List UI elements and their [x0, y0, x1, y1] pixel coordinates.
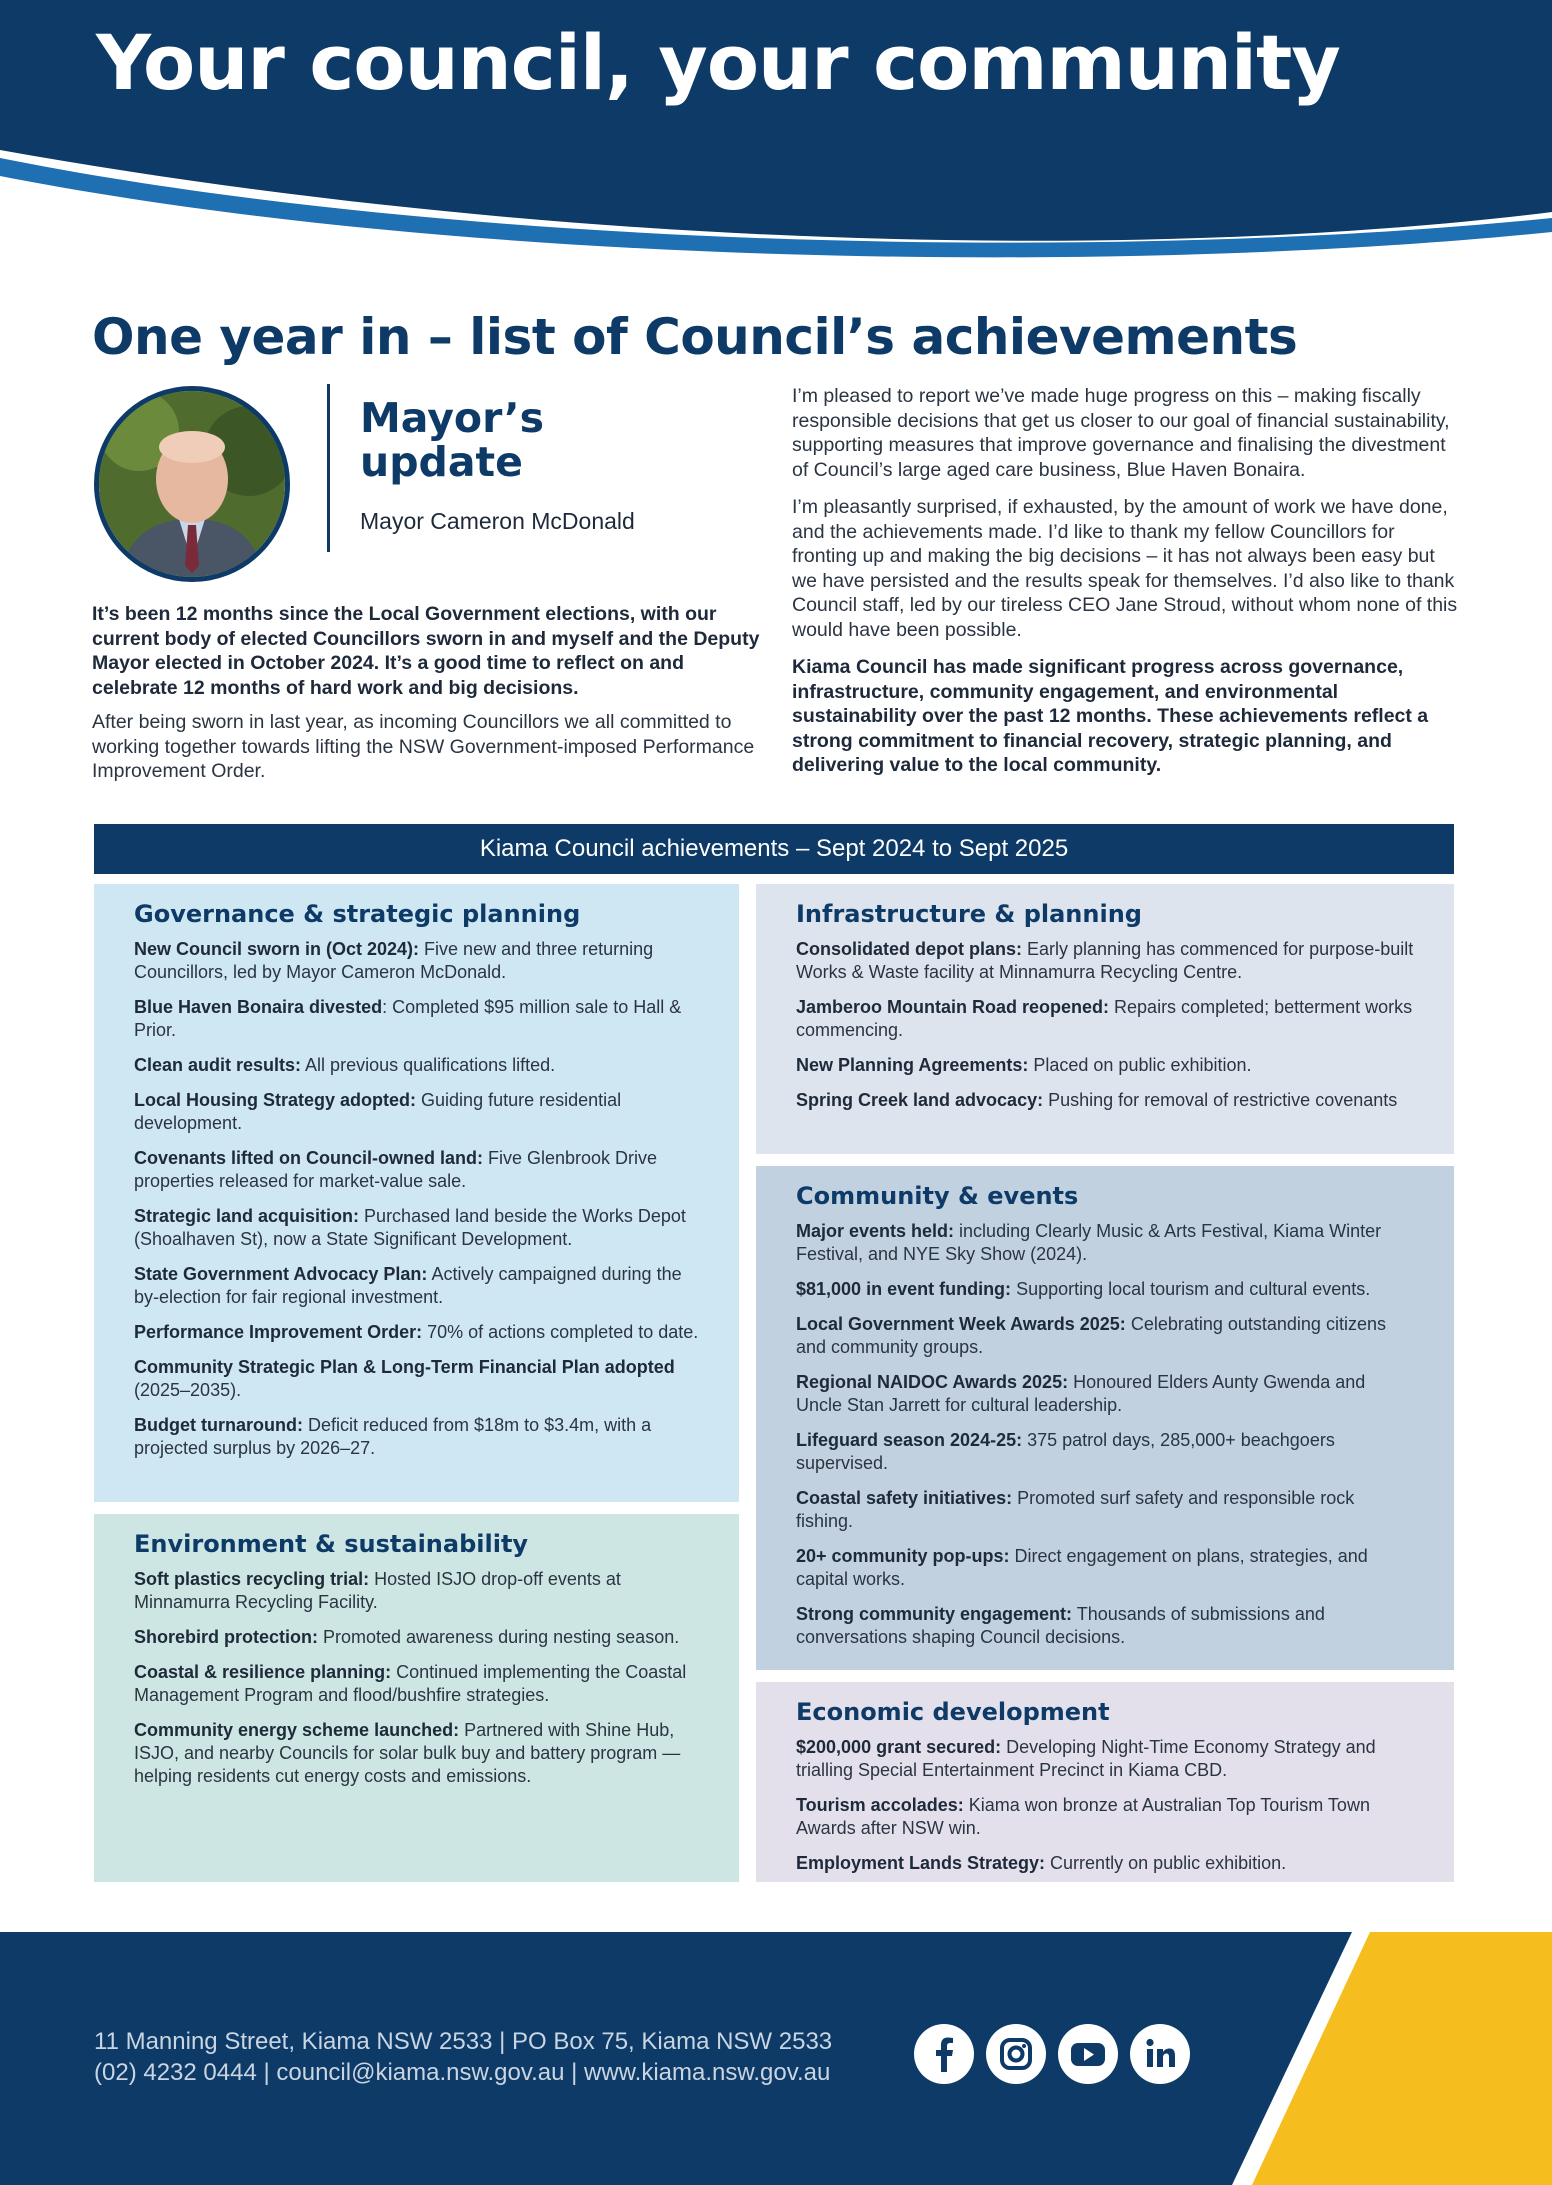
achievement-label: Shorebird protection: [134, 1627, 318, 1647]
achievement-item [796, 1054, 1414, 1077]
achievement-text: Repairs completed; betterment works commencing. [796, 997, 1413, 1040]
achievement-text: Placed on public exhibition. [1028, 1055, 1252, 1075]
achievement-text: Continued implementing the Coastal Management Program and flood/bushfire strategies. [134, 1662, 687, 1705]
achievement-text: Early planning has commenced for purpose-built Works & Waste facility at Minnamurra Recycling Centre. [796, 939, 1414, 982]
achievement-text: 375 patrol days, 285,000+ beachgoers supervised. [796, 1430, 1335, 1473]
community-list [796, 1220, 1414, 1649]
achievement-label: Coastal & resilience planning: [134, 1662, 392, 1682]
mayor-update-title [360, 396, 544, 484]
infrastructure-title: Infrastructure & planning [796, 900, 1142, 928]
achievement-label: Soft plastics recycling trial: [134, 1569, 370, 1589]
governance-list [134, 938, 699, 1460]
page-header [0, 0, 1552, 270]
youtube-icon[interactable] [1058, 2024, 1118, 2084]
mayor-photo [94, 386, 290, 582]
mayor-divider [327, 384, 330, 552]
infrastructure-list [796, 938, 1414, 1112]
letter-paragraph-3: Kiama Council has made significant progress across governance, infrastructure, community engagement, and environmental sustainability over the past 12 months. These achievements reflect a strong commitment to financial recovery, strategic planning, and delivering value to the local community. [792, 656, 1429, 776]
achievement-label: Consolidated depot plans: [796, 939, 1023, 959]
community-title: Community & events [796, 1182, 1079, 1210]
community-panel [756, 1166, 1454, 1670]
achievement-text: All previous qualifications lifted. [301, 1055, 556, 1075]
achievement-label: Tourism accolades: [796, 1795, 964, 1815]
achievement-item [796, 996, 1414, 1042]
governance-title: Governance & strategic planning [134, 900, 581, 928]
achievement-item [134, 996, 699, 1042]
letter-paragraph-2: I’m pleasantly surprised, if exhausted, by the amount of work we have done, and the achievements made. I’d like to thank my fellow Councillors for fronting up and making the big decisions – it has not always been easy but we have persisted and the results speak for themselves. I’d also like to thank Council staff, led by our tireless CEO Jane Stroud, without whom none of this would have been possible. [792, 496, 1458, 641]
mayor-portrait-illustration [99, 391, 285, 577]
achievement-label: Employment Lands Strategy: [796, 1853, 1046, 1873]
achievement-text: 70% of actions completed to date. [422, 1322, 699, 1342]
achievement-item [134, 1263, 699, 1309]
achievement-label: Local Government Week Awards 2025: [796, 1314, 1126, 1334]
intro-paragraph: After being sworn in last year, as incoming Councillors we all committed to working together towards lifting the NSW Government-imposed Performance Improvement Order. [92, 711, 755, 782]
achievement-label: Clean audit results: [134, 1055, 302, 1075]
environment-panel [94, 1514, 739, 1882]
mayor-title-line2: update [360, 438, 523, 486]
achievement-text: Direct engagement on plans, strategies, and capital works. [796, 1546, 1368, 1589]
achievement-item [796, 1794, 1414, 1840]
achievement-item [134, 1661, 699, 1707]
achievement-item [796, 1545, 1414, 1591]
achievement-item [796, 1603, 1414, 1649]
achievement-item [796, 1487, 1414, 1533]
achievement-text: Five Glenbrook Drive properties released for market-value sale. [134, 1148, 658, 1191]
achievement-label: $200,000 grant secured: [796, 1737, 1002, 1757]
environment-title: Environment & sustainability [134, 1530, 529, 1558]
economic-list [796, 1736, 1414, 1875]
achievement-label: Coastal safety initiatives: [796, 1488, 1013, 1508]
achievement-text: Deficit reduced from $18m to $3.4m, with a projected surplus by 2026–27. [134, 1415, 652, 1458]
header-title: Your council, your community [96, 18, 1340, 107]
achievements-banner: Kiama Council achievements – Sept 2024 to Sept 2025 [94, 824, 1454, 874]
footer-address: 11 Manning Street, Kiama NSW 2533 | PO Box 75, Kiama NSW 2533 [94, 2028, 833, 2055]
mayor-letter-continued [792, 384, 1462, 791]
achievement-item [796, 1371, 1414, 1417]
achievement-item [134, 1356, 699, 1402]
achievement-item [134, 1089, 699, 1135]
achievement-label: State Government Advocacy Plan: [134, 1264, 428, 1284]
achievement-item [796, 1429, 1414, 1475]
achievement-label: Community energy scheme launched: [134, 1720, 460, 1740]
achievement-text: Pushing for removal of restrictive covenants [1043, 1090, 1398, 1110]
footer-contact [94, 2026, 832, 2088]
achievement-text: Purchased land beside the Works Depot (Shoalhaven St), now a State Significant Development. [134, 1206, 686, 1249]
achievement-text: Partnered with Shine Hub, ISJO, and nearby Councils for solar bulk buy and battery program — helping residents cut energy costs and emissions. [134, 1720, 681, 1786]
achievement-item [134, 1147, 699, 1193]
achievement-text: Developing Night-Time Economy Strategy and trialling Special Entertainment Precinct in Kiama CBD. [796, 1737, 1376, 1780]
letter-paragraph-1: I’m pleased to report we’ve made huge progress on this – making fiscally responsible decisions that get us closer to our goal of financial sustainability, supporting measures that improve governance and finalising the divestment of Council’s large aged care business, Blue Haven Bonaira. [792, 385, 1450, 481]
achievement-item [134, 1321, 699, 1344]
achievement-label: Strong community engagement: [796, 1604, 1073, 1624]
achievement-label: 20+ community pop-ups: [796, 1546, 1010, 1566]
achievement-text: Celebrating outstanding citizens and community groups. [796, 1314, 1386, 1357]
achievement-item [796, 1220, 1414, 1266]
achievement-label: Community Strategic Plan & Long-Term Financial Plan adopted [134, 1357, 675, 1377]
achievement-label: Major events held: [796, 1221, 955, 1241]
achievement-text: Supporting local tourism and cultural events. [1011, 1279, 1371, 1299]
achievement-text: Currently on public exhibition. [1045, 1853, 1287, 1873]
achievement-item [134, 1054, 699, 1077]
achievement-text: Kiama won bronze at Australian Top Tourism Town Awards after NSW win. [796, 1795, 1370, 1838]
facebook-icon[interactable] [914, 2024, 974, 2084]
achievement-label: Spring Creek land advocacy: [796, 1090, 1044, 1110]
achievement-label: New Planning Agreements: [796, 1055, 1029, 1075]
achievement-text: including Clearly Music & Arts Festival, Kiama Winter Festival, and NYE Sky Show (2024). [796, 1221, 1382, 1264]
achievement-label: Jamberoo Mountain Road reopened: [796, 997, 1110, 1017]
achievement-label: Regional NAIDOC Awards 2025: [796, 1372, 1069, 1392]
achievement-text: Thousands of submissions and conversations shaping Council decisions. [796, 1604, 1325, 1647]
environment-list [134, 1568, 699, 1788]
achievement-label: Blue Haven Bonaira divested [134, 997, 383, 1017]
achievement-item [796, 1089, 1414, 1112]
achievement-label: New Council sworn in (Oct 2024): [134, 939, 420, 959]
achievement-label: Lifeguard season 2024-25: [796, 1430, 1023, 1450]
achievement-item [796, 1736, 1414, 1782]
economic-panel [756, 1682, 1454, 1882]
achievement-item [134, 938, 699, 984]
achievement-text: Honoured Elders Aunty Gwenda and Uncle Stan Jarrett for cultural leadership. [796, 1372, 1366, 1415]
economic-title: Economic development [796, 1698, 1110, 1726]
achievement-text: Promoted awareness during nesting season. [318, 1627, 680, 1647]
achievement-item [134, 1205, 699, 1251]
achievement-item [134, 1568, 699, 1614]
achievement-item [134, 1626, 699, 1649]
achievement-label: Covenants lifted on Council-owned land: [134, 1148, 483, 1168]
mayor-name: Mayor Cameron McDonald [360, 508, 635, 534]
achievement-text: Promoted surf safety and responsible rock fishing. [796, 1488, 1355, 1531]
achievement-text: Actively campaigned during the by-election for fair regional investment. [134, 1264, 682, 1307]
achievement-label: Budget turnaround: [134, 1415, 303, 1435]
achievement-item [796, 1852, 1414, 1875]
achievement-item [134, 1414, 699, 1460]
achievement-label: $81,000 in event funding: [796, 1279, 1012, 1299]
infrastructure-panel [756, 884, 1454, 1154]
intro-lead: It’s been 12 months since the Local Government elections, with our current body of elected Councillors sworn in and myself and the Deputy Mayor elected in October 2024. It’s a good time to reflect on and celebrate 12 months of hard work and big decisions. [92, 603, 760, 699]
mayor-title-line1: Mayor’s [360, 394, 545, 442]
linkedin-icon[interactable] [1130, 2024, 1190, 2084]
governance-panel [94, 884, 739, 1502]
achievement-text: (2025–2035). [134, 1380, 242, 1400]
achievement-label: Strategic land acquisition: [134, 1206, 360, 1226]
achievement-item [134, 1719, 699, 1788]
achievement-text: : Completed $95 million sale to Hall & Prior. [134, 997, 682, 1040]
achievement-item [796, 1313, 1414, 1359]
achievement-text: Five new and three returning Councillors, led by Mayor Cameron McDonald. [134, 939, 654, 982]
social-links [914, 2024, 1190, 2084]
instagram-icon[interactable] [986, 2024, 1046, 2084]
achievement-text: Guiding future residential development. [134, 1090, 622, 1133]
page-title: One year in – list of Council’s achievements [92, 308, 1298, 366]
footer-phone-email-web: (02) 4232 0444 | council@kiama.nsw.gov.au | www.kiama.nsw.gov.au [94, 2059, 831, 2086]
achievement-item [796, 938, 1414, 984]
achievement-text: Hosted ISJO drop-off events at Minnamurra Recycling Facility. [134, 1569, 621, 1612]
achievement-item [796, 1278, 1414, 1301]
achievement-label: Local Housing Strategy adopted: [134, 1090, 417, 1110]
achievement-label: Performance Improvement Order: [134, 1322, 423, 1342]
